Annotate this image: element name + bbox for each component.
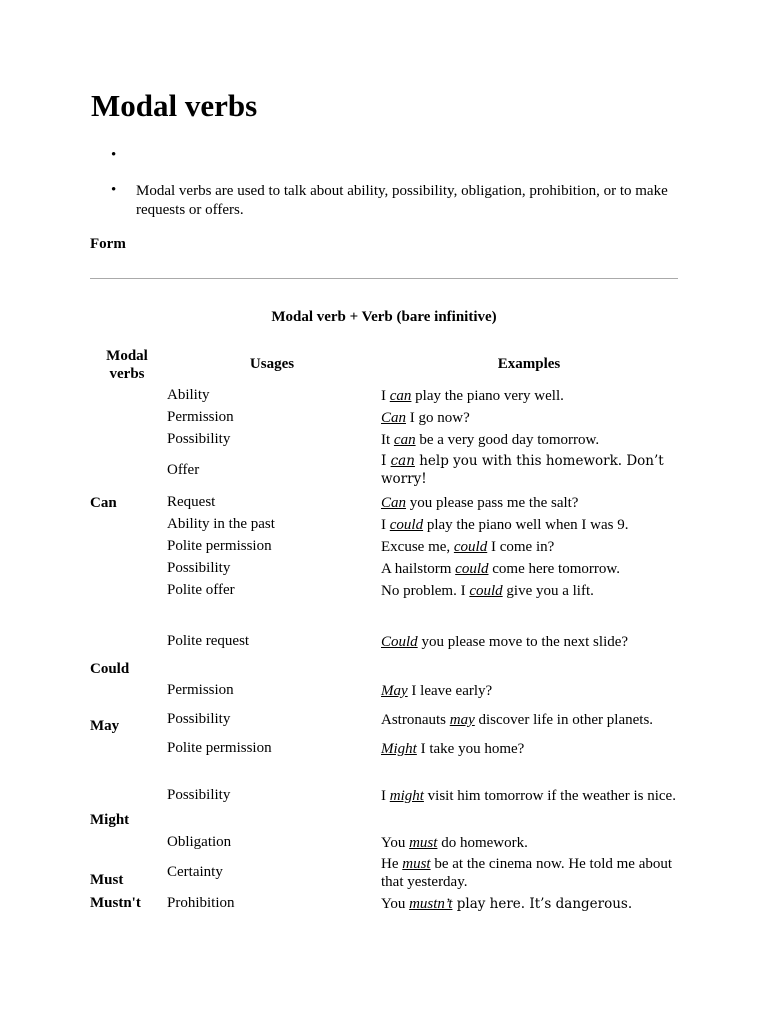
example-cell: Can I go now? (381, 410, 470, 426)
example-cell: You must do homework. (381, 835, 528, 851)
page-title: Modal verbs (91, 88, 258, 123)
usage-cell: Polite permission (167, 538, 272, 554)
usage-cell: Permission (167, 682, 234, 698)
header-modal-verbs: Modal verbs (106, 348, 148, 382)
bullet-empty: • (111, 147, 117, 163)
usage-cell: Obligation (167, 834, 232, 850)
usage-cell: Polite permission (167, 740, 272, 756)
section-divider (90, 278, 678, 279)
example-cell: Could you please move to the next slide? (381, 634, 629, 650)
form-heading: Form (90, 236, 126, 252)
usage-cell: Certainty (167, 864, 223, 880)
usage-cell: Offer (167, 462, 200, 478)
example-cell: Might I take you home? (381, 741, 525, 757)
example-cell: It can be a very good day tomorrow. (381, 432, 600, 448)
example-cell: Astronauts may discover life in other planets. (381, 712, 654, 728)
usage-cell: Ability in the past (167, 516, 275, 532)
example-cell: No problem. I could give you a lift. (381, 583, 594, 599)
bullet-intro: • (111, 182, 117, 198)
header-usages: Usages (249, 356, 295, 372)
verb-could: Could (90, 661, 130, 677)
usage-cell: Possibility (167, 560, 231, 576)
example-cell: I can play the piano very well. (381, 388, 564, 404)
usage-cell: Possibility (167, 711, 231, 727)
header-examples: Examples (497, 356, 561, 372)
usage-cell: Polite request (167, 633, 250, 649)
table-title: Modal verb + Verb (bare infinitive) (271, 309, 497, 325)
example-cell: You mustn’t play here. It’s dangerous. (381, 896, 633, 912)
example-cell: He must be at the cinema now. He told me about that yesterday. (381, 856, 673, 890)
example-cell: May I leave early? (381, 683, 493, 699)
example-cell: I can help you with this homework. Don’t worry! (381, 453, 664, 487)
verb-must: Must (90, 872, 124, 888)
example-cell: I might visit him tomorrow if the weather is nice. (381, 788, 676, 804)
usage-cell: Prohibition (167, 895, 235, 911)
usage-cell: Permission (167, 409, 234, 425)
example-cell: Excuse me, could I come in? (381, 539, 555, 555)
example-cell: I could play the piano well when I was 9. (381, 517, 629, 533)
verb-can: Can (90, 495, 117, 511)
usage-cell: Polite offer (167, 582, 235, 598)
intro-paragraph: Modal verbs are used to talk about ability, possibility, obligation, prohibition, or to make requests or offers. (136, 183, 668, 218)
verb-mustnt: Mustn't (90, 895, 141, 911)
usage-cell: Ability (167, 387, 210, 403)
usage-cell: Request (167, 494, 216, 510)
example-cell: A hailstorm could come here tomorrow. (381, 561, 620, 577)
usage-cell: Possibility (167, 787, 231, 803)
verb-might: Might (90, 812, 130, 828)
example-cell: Can you please pass me the salt? (381, 495, 579, 511)
verb-may: May (90, 718, 120, 734)
usage-cell: Possibility (167, 431, 231, 447)
